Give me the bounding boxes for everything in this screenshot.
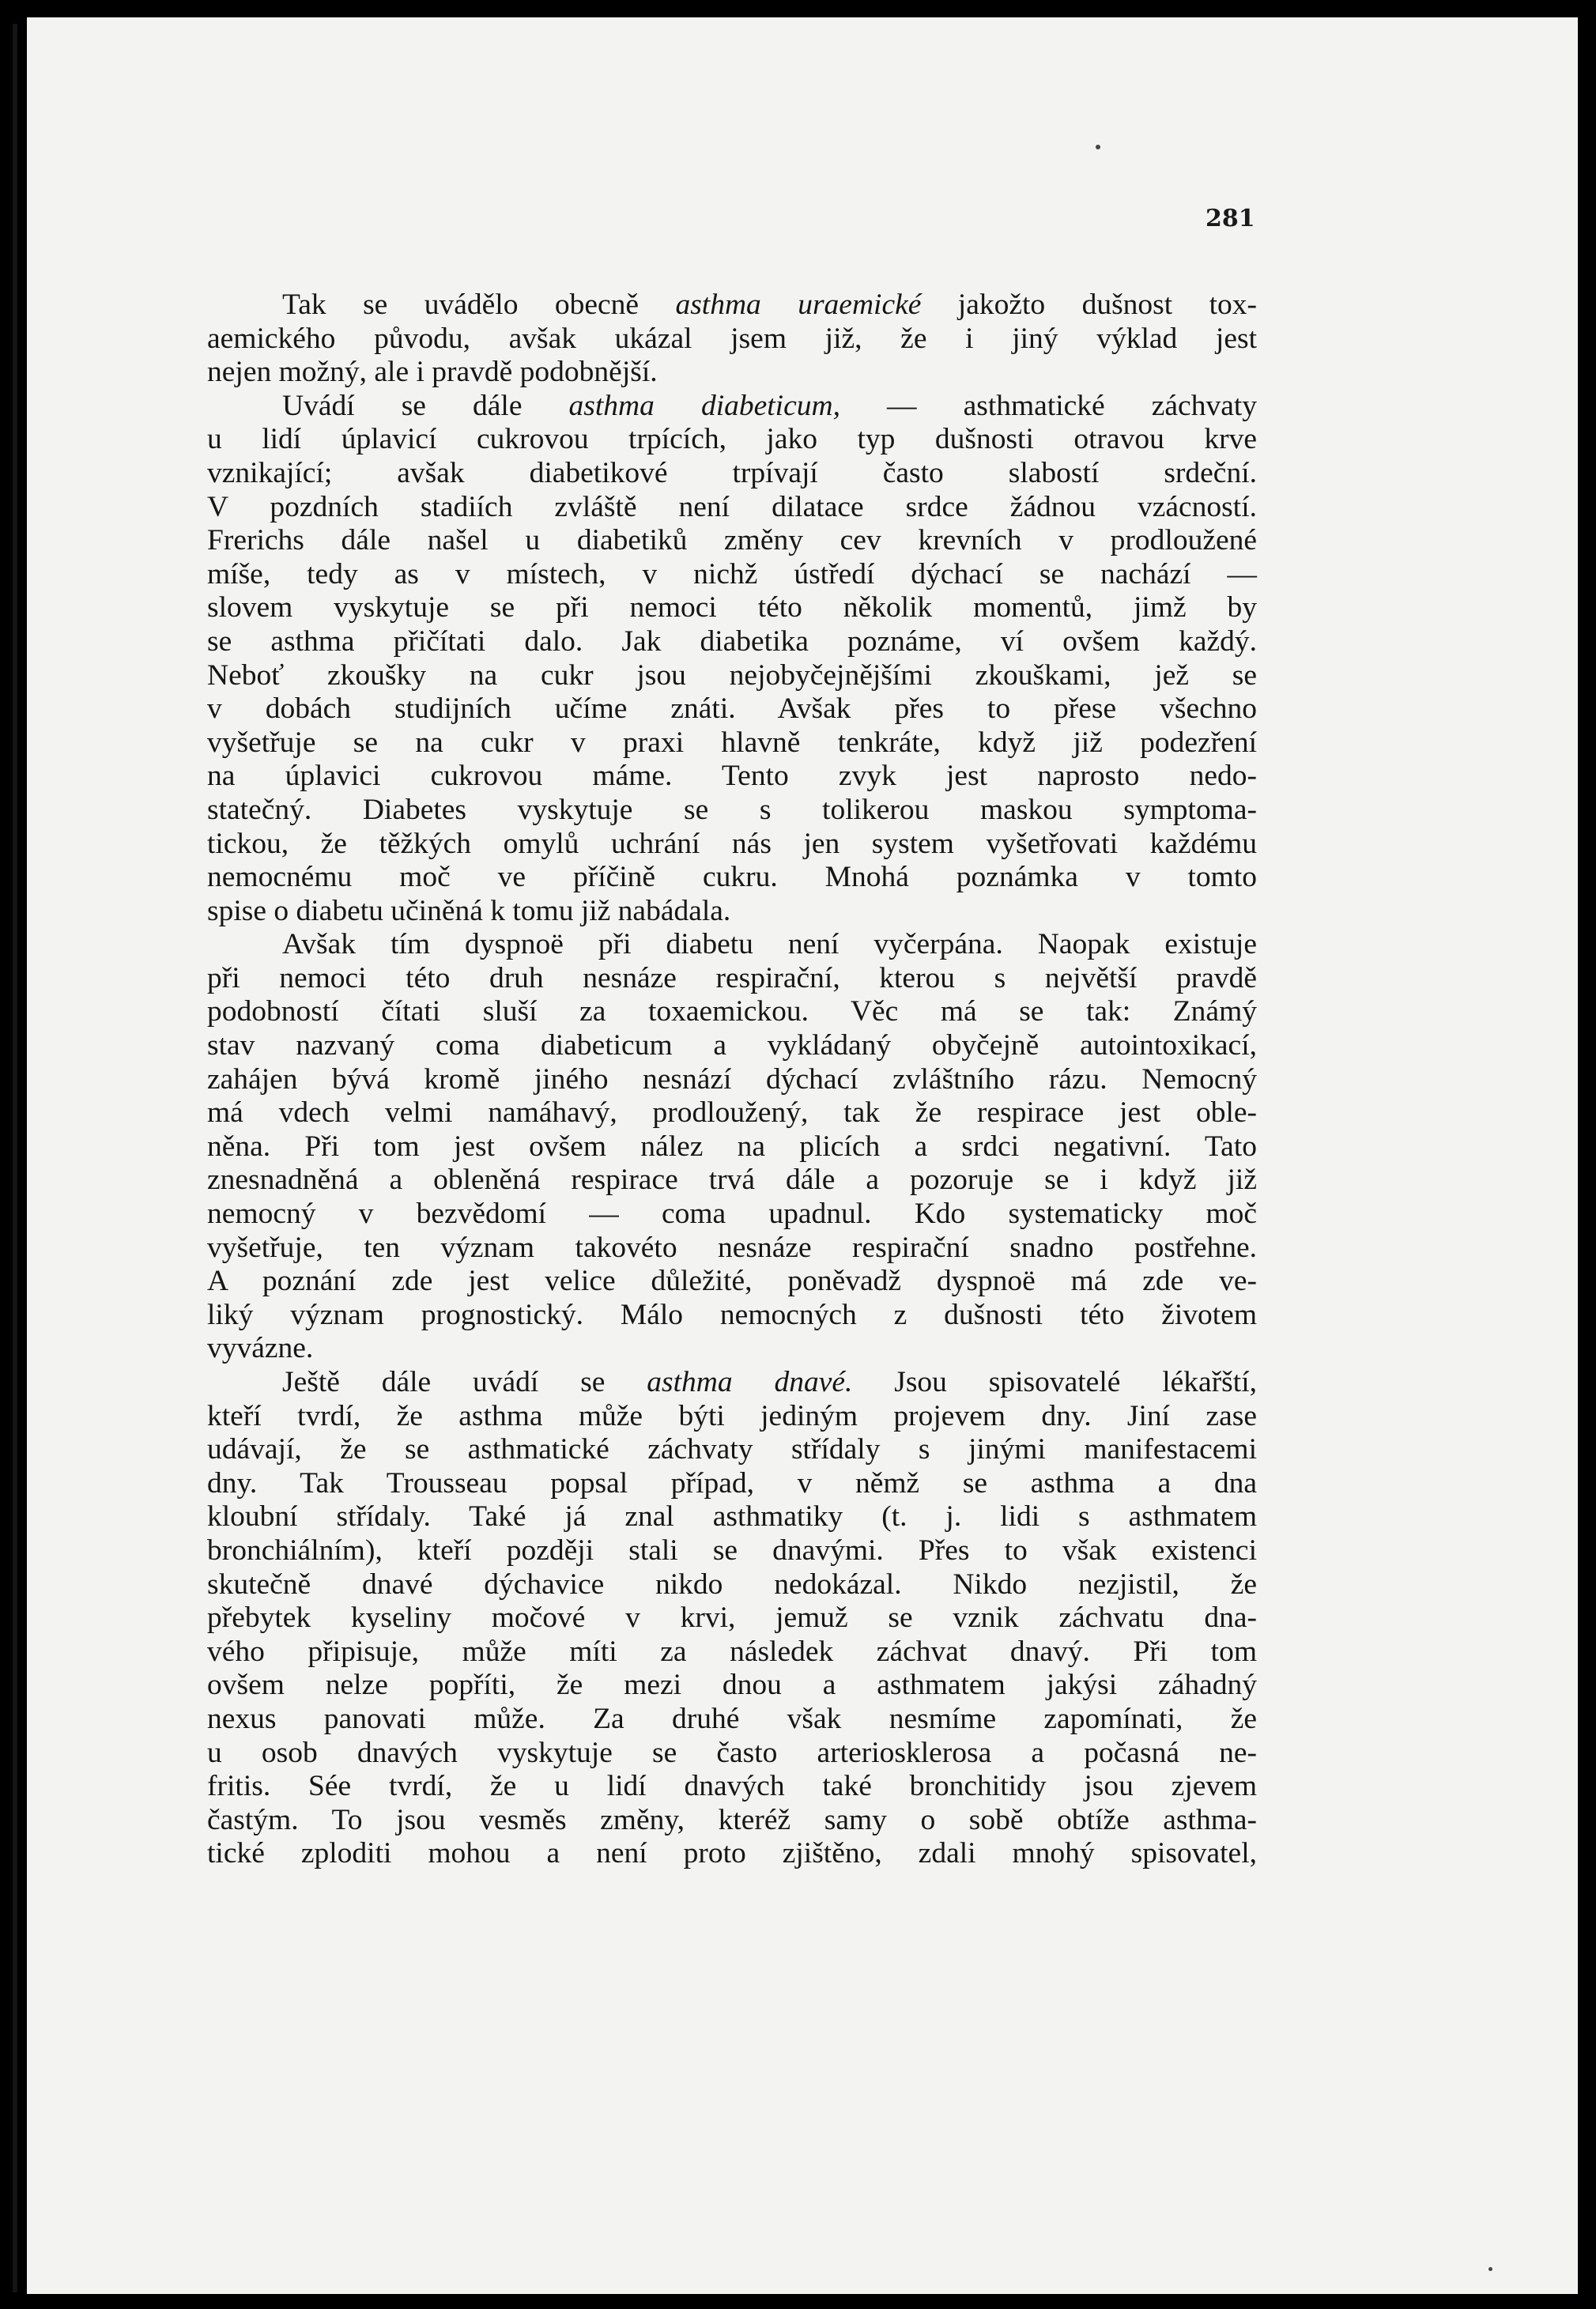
page-number: 281 [1205, 205, 1255, 232]
text-line: kteří tvrdí, že asthma může býti jediným projevem dny. Jiní zase [207, 1399, 1257, 1432]
text-line: bronchiálním), kteří později stali se dnavými. Přes to však existenci [207, 1534, 1257, 1567]
text-line: udávají, že se asthmatické záchvaty střídaly s jinými manifestacemi [207, 1433, 1257, 1466]
text-line: kloubní střídaly. Také já znal asthmatiky (t. j. lidi s asthmatem [207, 1500, 1257, 1534]
binding-edge [13, 24, 17, 2292]
text-line: vyšetřuje se na cukr v praxi hlavně tenkráte, když již podezření [207, 726, 1257, 759]
text-line: dny. Tak Trousseau popsal případ, v němž se asthma a dna [207, 1466, 1257, 1500]
text-line: přebytek kyseliny močové v krvi, jemuž se vznik záchvatu dna- [207, 1602, 1257, 1635]
text-line: se asthma přičítati dalo. Jak diabetika poznáme, ví ovšem každý. [207, 624, 1257, 658]
text-line: statečný. Diabetes vyskytuje se s tolikerou maskou symptoma- [207, 793, 1257, 826]
scan-speck [1096, 145, 1100, 149]
text-line: nejen možný, ale i pravdě podobnější. [207, 356, 658, 389]
text-line: u osob dnavých vyskytuje se často arteriosklerosa a počasná ne- [207, 1736, 1257, 1769]
text-line: vého připisuje, může míti za následek záchvat dnavý. Při tom [207, 1635, 1257, 1668]
text-line: Neboť zkoušky na cukr jsou nejobyčejnějšími zkouškami, jež se [207, 658, 1257, 692]
text-line: Tak se uvádělo obecně asthma uraemické jakožto dušnost tox- [282, 289, 1258, 321]
text-line: vyvázne. [207, 1332, 314, 1365]
text-line: zahájen bývá kromě jiného nesnází dýchací zvláštního rázu. Nemocný [207, 1062, 1257, 1096]
body-text [207, 289, 1257, 1871]
text-line: ovšem nelze popříti, že mezi dnou a asthmatem jakýsi záhadný [207, 1669, 1257, 1702]
text-line: Ještě dále uvádí se asthma dnavé. Jsou spisovatelé lékařští, [282, 1366, 1257, 1398]
text-line: v dobách studijních učíme znáti. Avšak přes to přese všechno [207, 692, 1257, 726]
scan-speck [1488, 2267, 1492, 2271]
text-line: Frerichs dále našel u diabetiků změny cev krevních v prodloužené [207, 524, 1257, 557]
text-line: skutečně dnavé dýchavice nikdo nedokázal. Nikdo nezjistil, že [207, 1568, 1257, 1601]
text-line: stav nazvaný coma diabeticum a vykládaný obyčejně autointoxikací, [207, 1029, 1257, 1062]
text-line: u lidí úplavicí cukrovou trpících, jako typ dušnosti otravou krve [207, 423, 1257, 456]
text-line: podobností čítati sluší za toxaemickou. Věc má se tak: Známý [207, 995, 1257, 1028]
text-line: má vdech velmi namáhavý, prodloužený, tak že respirace jest oble- [207, 1096, 1257, 1130]
text-line: něna. Při tom jest ovšem nález na plicích a srdci negativní. Tato [207, 1130, 1257, 1163]
text-line: aemického původu, avšak ukázal jsem již, že i jiný výklad jest [207, 322, 1257, 355]
text-line: nexus panovati může. Za druhé však nesmíme zapomínati, že [207, 1702, 1257, 1735]
text-line: při nemoci této druh nesnáze respirační, kterou s největší pravdě [207, 961, 1257, 994]
text-line: liký význam prognostický. Málo nemocných z dušnosti této životem [207, 1298, 1257, 1331]
text-line: na úplavici cukrovou máme. Tento zvyk jest naprosto nedo- [207, 760, 1257, 793]
text-line: spise o diabetu učiněná k tomu již nabádala. [207, 894, 731, 927]
text-line: znesnadněná a obleněná respirace trvá dále a pozoruje se i když již [207, 1164, 1257, 1197]
text-line: častým. To jsou vesměs změny, kteréž samy o sobě obtíže asthma- [207, 1803, 1257, 1836]
text-line: V pozdních stadiích zvláště není dilatace srdce žádnou vzácností. [207, 490, 1257, 523]
text-line: Uvádí se dále asthma diabeticum, — asthmatické záchvaty [282, 389, 1258, 422]
text-line: míše, tedy as v místech, v nichž ústředí dýchací se nachází — [207, 557, 1257, 590]
text-line: fritis. Sée tvrdí, že u lidí dnavých také bronchitidy jsou zjevem [207, 1770, 1257, 1803]
text-line: nemocný v bezvědomí — coma upadnul. Kdo systematicky moč [207, 1198, 1257, 1231]
text-line: tické zploditi mohou a není proto zjištěno, zdali mnohý spisovatel, [207, 1837, 1257, 1870]
text-line: tickou, že těžkých omylů uchrání nás jen system vyšetřovati každému [207, 827, 1257, 860]
text-line: nemocnému moč ve příčině cukru. Mnohá poznámka v tomto [207, 861, 1257, 894]
text-line: vyšetřuje, ten význam takovéto nesnáze respirační snadno postřehne. [207, 1231, 1257, 1264]
text-line: Avšak tím dyspnoë při diabetu není vyčerpána. Naopak existuje [282, 928, 1257, 961]
text-line: A poznání zde jest velice důležité, poněvadž dyspnoë má zde ve- [207, 1265, 1257, 1298]
text-line: vznikající; avšak diabetikové trpívají často slabostí srdeční. [207, 456, 1257, 489]
text-line: slovem vyskytuje se při nemoci této několik momentů, jimž by [207, 591, 1257, 624]
